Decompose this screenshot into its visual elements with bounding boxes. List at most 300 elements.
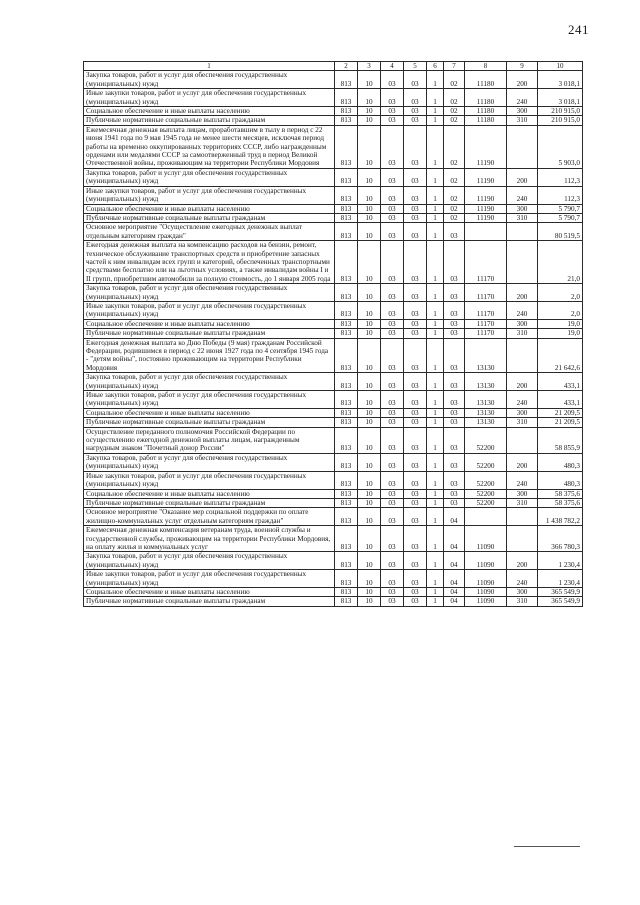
- row-name: Социальное обеспечение и иные выплаты населению: [84, 489, 335, 498]
- cell-amount: 1 438 782,2: [538, 508, 583, 526]
- row-name: Ежемесячная денежная компенсация ветеранам труда, военной службы и государственной службы, проживающим на территории Республики Мордовия, на оплату жилья и коммунальных услуг: [84, 526, 335, 552]
- cell-code-6: 1: [427, 418, 444, 427]
- cell-code-2: 813: [335, 391, 358, 409]
- footer-rule: [514, 846, 580, 847]
- table-row: [84, 284, 583, 302]
- cell-amount: 366 780,3: [538, 526, 583, 552]
- cell-code-4: 03: [381, 223, 404, 241]
- cell-code-8: 13130: [465, 391, 507, 409]
- cell-code-8: 11190: [465, 204, 507, 213]
- cell-code-3: 10: [358, 508, 381, 526]
- cell-amount: 5 903,0: [538, 125, 583, 168]
- cell-code-2: 813: [335, 71, 358, 89]
- cell-code-5: 03: [404, 241, 427, 284]
- cell-code-3: 10: [358, 116, 381, 125]
- table-row: [84, 89, 583, 107]
- table-row: [84, 471, 583, 489]
- cell-code-3: 10: [358, 125, 381, 168]
- cell-code-3: 10: [358, 408, 381, 417]
- cell-code-8: 52200: [465, 489, 507, 498]
- cell-code-9: 200: [507, 373, 538, 391]
- cell-code-2: 813: [335, 471, 358, 489]
- cell-amount: 433,1: [538, 391, 583, 409]
- table-row: [84, 71, 583, 89]
- cell-code-4: 03: [381, 587, 404, 596]
- cell-code-9: 300: [507, 204, 538, 213]
- cell-code-6: 1: [427, 319, 444, 328]
- row-name: Публичные нормативные социальные выплаты гражданам: [84, 213, 335, 222]
- table-row: [84, 597, 583, 606]
- cell-code-2: 813: [335, 498, 358, 507]
- cell-code-9: 200: [507, 552, 538, 570]
- row-name: Публичные нормативные социальные выплаты гражданам: [84, 116, 335, 125]
- column-header: 3: [358, 62, 381, 71]
- cell-code-5: 03: [404, 71, 427, 89]
- table-row: [84, 391, 583, 409]
- cell-code-7: 03: [444, 329, 465, 338]
- cell-code-6: 1: [427, 552, 444, 570]
- cell-code-8: 11170: [465, 329, 507, 338]
- cell-code-3: 10: [358, 552, 381, 570]
- table-row: [84, 408, 583, 417]
- table-row: [84, 453, 583, 471]
- row-name: Осуществление переданного полномочия Российской Федерации по осуществлению ежегодной денежной выплаты лицам, награжденным нагрудным знаком "Почетный донор России": [84, 427, 335, 453]
- cell-amount: 210 915,0: [538, 116, 583, 125]
- cell-code-2: 813: [335, 526, 358, 552]
- cell-code-8: 11190: [465, 186, 507, 204]
- cell-code-5: 03: [404, 116, 427, 125]
- cell-code-4: 03: [381, 471, 404, 489]
- column-header: 2: [335, 62, 358, 71]
- cell-code-5: 03: [404, 570, 427, 588]
- cell-code-6: 1: [427, 471, 444, 489]
- cell-code-6: 1: [427, 301, 444, 319]
- table-row: [84, 213, 583, 222]
- table-row: [84, 125, 583, 168]
- row-name: Ежемесячная денежная выплата лицам, проработавшим в тылу в период с 22 июня 1941 года по 9 мая 1945 года не менее шести месяцев, исключая период работы на временно оккупированных территориях СССР, либо награжденным орденами или медалями СССР за самоотверженный труд в период Великой Отечественной войны, проживающим на территории Республики Мордовия: [84, 125, 335, 168]
- cell-code-7: 02: [444, 125, 465, 168]
- row-name: Закупка товаров, работ и услуг для обеспечения государственных (муниципальных) нужд: [84, 284, 335, 302]
- cell-code-8: 11090: [465, 597, 507, 606]
- table-row: [84, 427, 583, 453]
- cell-code-9: [507, 223, 538, 241]
- cell-code-6: 1: [427, 107, 444, 116]
- cell-code-4: 03: [381, 408, 404, 417]
- cell-code-4: 03: [381, 391, 404, 409]
- cell-code-3: 10: [358, 319, 381, 328]
- row-name: Иные закупки товаров, работ и услуг для обеспечения государственных (муниципальных) нужд: [84, 186, 335, 204]
- cell-code-3: 10: [358, 391, 381, 409]
- cell-code-5: 03: [404, 213, 427, 222]
- cell-code-3: 10: [358, 71, 381, 89]
- cell-code-7: 02: [444, 204, 465, 213]
- cell-code-6: 1: [427, 116, 444, 125]
- cell-code-3: 10: [358, 489, 381, 498]
- cell-code-5: 03: [404, 552, 427, 570]
- cell-code-7: 02: [444, 89, 465, 107]
- cell-code-2: 813: [335, 107, 358, 116]
- table-row: [84, 116, 583, 125]
- cell-code-8: 11180: [465, 116, 507, 125]
- table-row: [84, 498, 583, 507]
- row-name: Публичные нормативные социальные выплаты гражданам: [84, 329, 335, 338]
- row-name: Социальное обеспечение и иные выплаты населению: [84, 319, 335, 328]
- cell-code-2: 813: [335, 223, 358, 241]
- cell-code-9: 240: [507, 89, 538, 107]
- cell-code-6: 1: [427, 204, 444, 213]
- column-header: 8: [465, 62, 507, 71]
- table-row: [84, 241, 583, 284]
- cell-code-5: 03: [404, 526, 427, 552]
- table-row: [84, 587, 583, 596]
- budget-table: [83, 61, 583, 607]
- cell-code-2: 813: [335, 319, 358, 328]
- cell-code-9: 310: [507, 116, 538, 125]
- cell-code-2: 813: [335, 489, 358, 498]
- cell-code-8: 11180: [465, 71, 507, 89]
- table-row: [84, 107, 583, 116]
- cell-code-7: 02: [444, 107, 465, 116]
- cell-code-8: 11090: [465, 587, 507, 596]
- cell-code-6: 1: [427, 186, 444, 204]
- cell-code-4: 03: [381, 186, 404, 204]
- cell-code-3: 10: [358, 223, 381, 241]
- cell-code-2: 813: [335, 329, 358, 338]
- cell-code-8: 11090: [465, 570, 507, 588]
- column-header: 5: [404, 62, 427, 71]
- cell-code-6: 1: [427, 223, 444, 241]
- cell-code-4: 03: [381, 453, 404, 471]
- cell-code-3: 10: [358, 418, 381, 427]
- cell-code-6: 1: [427, 489, 444, 498]
- cell-code-7: 03: [444, 408, 465, 417]
- cell-code-4: 03: [381, 329, 404, 338]
- cell-code-7: 02: [444, 213, 465, 222]
- cell-code-9: [507, 338, 538, 373]
- cell-amount: 433,1: [538, 373, 583, 391]
- cell-code-5: 03: [404, 284, 427, 302]
- table-row: [84, 418, 583, 427]
- cell-code-4: 03: [381, 526, 404, 552]
- row-name: Ежегодная денежная выплата ко Дню Победы (9 мая) гражданам Российской Федерации, родившимся в период с 22 июня 1927 года по 4 сентября 1945 года - "детям войны", постоянно проживающим на территории Республики Мордовия: [84, 338, 335, 373]
- row-name: Закупка товаров, работ и услуг для обеспечения государственных (муниципальных) нужд: [84, 373, 335, 391]
- table-row: [84, 301, 583, 319]
- table-row: [84, 223, 583, 241]
- cell-code-5: 03: [404, 338, 427, 373]
- cell-code-4: 03: [381, 570, 404, 588]
- cell-code-3: 10: [358, 168, 381, 186]
- cell-code-7: 02: [444, 71, 465, 89]
- cell-code-2: 813: [335, 338, 358, 373]
- cell-code-9: [507, 508, 538, 526]
- cell-code-7: 02: [444, 186, 465, 204]
- cell-code-7: 03: [444, 373, 465, 391]
- cell-code-5: 03: [404, 301, 427, 319]
- cell-code-9: [507, 427, 538, 453]
- cell-amount: 21 642,6: [538, 338, 583, 373]
- cell-code-6: 1: [427, 498, 444, 507]
- cell-code-6: 1: [427, 284, 444, 302]
- cell-code-7: 04: [444, 508, 465, 526]
- cell-code-9: 310: [507, 418, 538, 427]
- row-name: Публичные нормативные социальные выплаты гражданам: [84, 498, 335, 507]
- cell-code-4: 03: [381, 213, 404, 222]
- row-name: Основное мероприятие "Осуществление ежегодных денежных выплат отдельным категориям граждан": [84, 223, 335, 241]
- cell-code-7: 04: [444, 526, 465, 552]
- cell-code-9: 310: [507, 498, 538, 507]
- table-row: [84, 526, 583, 552]
- cell-code-6: 1: [427, 241, 444, 284]
- cell-code-3: 10: [358, 453, 381, 471]
- cell-code-4: 03: [381, 498, 404, 507]
- cell-code-2: 813: [335, 570, 358, 588]
- cell-code-6: 1: [427, 71, 444, 89]
- cell-code-8: 11180: [465, 107, 507, 116]
- cell-code-4: 03: [381, 241, 404, 284]
- cell-code-6: 1: [427, 329, 444, 338]
- cell-code-8: 11170: [465, 284, 507, 302]
- table-header-row: [84, 62, 583, 71]
- cell-code-5: 03: [404, 498, 427, 507]
- column-header: 6: [427, 62, 444, 71]
- cell-code-5: 03: [404, 489, 427, 498]
- cell-code-2: 813: [335, 418, 358, 427]
- cell-code-5: 03: [404, 89, 427, 107]
- table-row: [84, 508, 583, 526]
- cell-code-9: [507, 125, 538, 168]
- cell-code-8: 11170: [465, 319, 507, 328]
- row-name: Социальное обеспечение и иные выплаты населению: [84, 204, 335, 213]
- cell-code-2: 813: [335, 427, 358, 453]
- cell-code-7: 04: [444, 552, 465, 570]
- cell-code-7: 04: [444, 570, 465, 588]
- cell-code-7: 03: [444, 498, 465, 507]
- cell-code-9: 200: [507, 453, 538, 471]
- row-name: Социальное обеспечение и иные выплаты населению: [84, 587, 335, 596]
- cell-code-6: 1: [427, 508, 444, 526]
- cell-amount: 1 230,4: [538, 552, 583, 570]
- column-header: 4: [381, 62, 404, 71]
- cell-code-9: 310: [507, 329, 538, 338]
- cell-code-2: 813: [335, 373, 358, 391]
- cell-code-5: 03: [404, 418, 427, 427]
- cell-amount: 19,0: [538, 319, 583, 328]
- column-header: 9: [507, 62, 538, 71]
- cell-code-8: 11090: [465, 552, 507, 570]
- cell-code-8: 52200: [465, 498, 507, 507]
- cell-code-2: 813: [335, 408, 358, 417]
- cell-code-6: 1: [427, 408, 444, 417]
- cell-code-3: 10: [358, 570, 381, 588]
- cell-amount: 480,3: [538, 471, 583, 489]
- cell-code-8: 11180: [465, 89, 507, 107]
- cell-code-3: 10: [358, 107, 381, 116]
- cell-code-3: 10: [358, 284, 381, 302]
- cell-code-5: 03: [404, 471, 427, 489]
- table-row: [84, 319, 583, 328]
- cell-code-9: 240: [507, 570, 538, 588]
- cell-code-4: 03: [381, 284, 404, 302]
- cell-code-9: 300: [507, 489, 538, 498]
- table-row: [84, 570, 583, 588]
- cell-code-5: 03: [404, 168, 427, 186]
- cell-code-2: 813: [335, 587, 358, 596]
- cell-amount: 3 018,1: [538, 71, 583, 89]
- row-name: Иные закупки товаров, работ и услуг для обеспечения государственных (муниципальных) нужд: [84, 89, 335, 107]
- cell-code-9: 300: [507, 408, 538, 417]
- cell-code-5: 03: [404, 391, 427, 409]
- cell-code-6: 1: [427, 213, 444, 222]
- cell-code-2: 813: [335, 508, 358, 526]
- table-row: [84, 168, 583, 186]
- cell-code-8: 52200: [465, 427, 507, 453]
- cell-code-8: 13130: [465, 418, 507, 427]
- cell-amount: 210 915,0: [538, 107, 583, 116]
- row-name: Иные закупки товаров, работ и услуг для обеспечения государственных (муниципальных) нужд: [84, 570, 335, 588]
- cell-code-3: 10: [358, 186, 381, 204]
- cell-code-9: 300: [507, 319, 538, 328]
- cell-code-6: 1: [427, 168, 444, 186]
- cell-code-4: 03: [381, 168, 404, 186]
- cell-code-9: 200: [507, 284, 538, 302]
- cell-code-8: 13130: [465, 373, 507, 391]
- cell-code-3: 10: [358, 204, 381, 213]
- cell-code-7: 03: [444, 489, 465, 498]
- cell-code-5: 03: [404, 427, 427, 453]
- cell-code-4: 03: [381, 89, 404, 107]
- cell-code-5: 03: [404, 186, 427, 204]
- cell-amount: 80 519,5: [538, 223, 583, 241]
- cell-code-4: 03: [381, 204, 404, 213]
- cell-code-3: 10: [358, 597, 381, 606]
- cell-code-4: 03: [381, 301, 404, 319]
- cell-code-3: 10: [358, 427, 381, 453]
- cell-amount: 5 790,7: [538, 204, 583, 213]
- cell-amount: 58 855,9: [538, 427, 583, 453]
- cell-code-3: 10: [358, 373, 381, 391]
- cell-code-9: 300: [507, 587, 538, 596]
- cell-code-7: 03: [444, 471, 465, 489]
- cell-code-2: 813: [335, 125, 358, 168]
- cell-amount: 19,0: [538, 329, 583, 338]
- cell-amount: 2,0: [538, 301, 583, 319]
- cell-code-6: 1: [427, 89, 444, 107]
- cell-code-7: 03: [444, 391, 465, 409]
- cell-code-8: 11090: [465, 526, 507, 552]
- cell-code-4: 03: [381, 552, 404, 570]
- cell-code-9: 240: [507, 186, 538, 204]
- cell-code-9: 310: [507, 597, 538, 606]
- column-header: 1: [84, 62, 335, 71]
- cell-code-6: 1: [427, 597, 444, 606]
- cell-code-8: 52200: [465, 471, 507, 489]
- cell-amount: 365 549,9: [538, 587, 583, 596]
- cell-amount: 480,3: [538, 453, 583, 471]
- cell-code-5: 03: [404, 587, 427, 596]
- cell-code-9: 200: [507, 168, 538, 186]
- row-name: Закупка товаров, работ и услуг для обеспечения государственных (муниципальных) нужд: [84, 453, 335, 471]
- column-header: 7: [444, 62, 465, 71]
- cell-code-8: 13130: [465, 408, 507, 417]
- cell-code-6: 1: [427, 427, 444, 453]
- cell-code-3: 10: [358, 329, 381, 338]
- cell-code-7: 03: [444, 284, 465, 302]
- cell-code-2: 813: [335, 116, 358, 125]
- cell-amount: 112,3: [538, 186, 583, 204]
- cell-code-8: [465, 508, 507, 526]
- cell-code-4: 03: [381, 125, 404, 168]
- cell-amount: 3 018,1: [538, 89, 583, 107]
- table-row: [84, 552, 583, 570]
- cell-code-9: 240: [507, 391, 538, 409]
- cell-code-7: 04: [444, 587, 465, 596]
- cell-code-9: 240: [507, 301, 538, 319]
- cell-code-7: 03: [444, 418, 465, 427]
- cell-code-2: 813: [335, 301, 358, 319]
- row-name: Иные закупки товаров, работ и услуг для обеспечения государственных (муниципальных) нужд: [84, 391, 335, 409]
- cell-code-6: 1: [427, 125, 444, 168]
- cell-code-4: 03: [381, 107, 404, 116]
- cell-code-4: 03: [381, 338, 404, 373]
- cell-code-7: 02: [444, 168, 465, 186]
- table-row: [84, 329, 583, 338]
- table-row: [84, 489, 583, 498]
- cell-code-7: 03: [444, 453, 465, 471]
- cell-code-4: 03: [381, 116, 404, 125]
- cell-code-6: 1: [427, 526, 444, 552]
- cell-code-7: 03: [444, 338, 465, 373]
- table-row: [84, 186, 583, 204]
- cell-code-3: 10: [358, 89, 381, 107]
- cell-code-2: 813: [335, 552, 358, 570]
- cell-code-8: 11170: [465, 241, 507, 284]
- cell-code-2: 813: [335, 284, 358, 302]
- cell-code-2: 813: [335, 213, 358, 222]
- row-name: Социальное обеспечение и иные выплаты населению: [84, 408, 335, 417]
- cell-code-5: 03: [404, 408, 427, 417]
- row-name: Ежегодная денежная выплата на компенсацию расходов на бензин, ремонт, техническое обслуживание транспортных средств и приобретение запасных частей к ним инвалидам всех групп и категорий, обеспеченных транспортными средствами бесплатно или на льготных условиях, а также инвалидам войны I и II групп, приобретшим автомобили за полную стоимость, до 1 января 2005 года: [84, 241, 335, 284]
- cell-code-7: 02: [444, 116, 465, 125]
- row-name: Публичные нормативные социальные выплаты гражданам: [84, 418, 335, 427]
- row-name: Закупка товаров, работ и услуг для обеспечения государственных (муниципальных) нужд: [84, 552, 335, 570]
- row-name: Иные закупки товаров, работ и услуг для обеспечения государственных (муниципальных) нужд: [84, 301, 335, 319]
- cell-code-7: 04: [444, 597, 465, 606]
- cell-amount: 112,3: [538, 168, 583, 186]
- cell-code-8: 11170: [465, 301, 507, 319]
- cell-code-8: 13130: [465, 338, 507, 373]
- cell-code-2: 813: [335, 186, 358, 204]
- cell-code-8: 11190: [465, 213, 507, 222]
- row-name: Закупка товаров, работ и услуг для обеспечения государственных (муниципальных) нужд: [84, 71, 335, 89]
- cell-code-3: 10: [358, 213, 381, 222]
- column-header: 10: [538, 62, 583, 71]
- cell-code-5: 03: [404, 329, 427, 338]
- cell-code-7: 03: [444, 241, 465, 284]
- cell-code-3: 10: [358, 471, 381, 489]
- row-name: Закупка товаров, работ и услуг для обеспечения государственных (муниципальных) нужд: [84, 168, 335, 186]
- cell-code-3: 10: [358, 526, 381, 552]
- cell-code-5: 03: [404, 508, 427, 526]
- cell-code-5: 03: [404, 223, 427, 241]
- cell-code-7: 03: [444, 223, 465, 241]
- cell-code-6: 1: [427, 587, 444, 596]
- cell-code-7: 03: [444, 319, 465, 328]
- cell-code-8: 11190: [465, 125, 507, 168]
- cell-code-4: 03: [381, 373, 404, 391]
- cell-amount: 365 549,9: [538, 597, 583, 606]
- cell-code-3: 10: [358, 338, 381, 373]
- cell-code-5: 03: [404, 204, 427, 213]
